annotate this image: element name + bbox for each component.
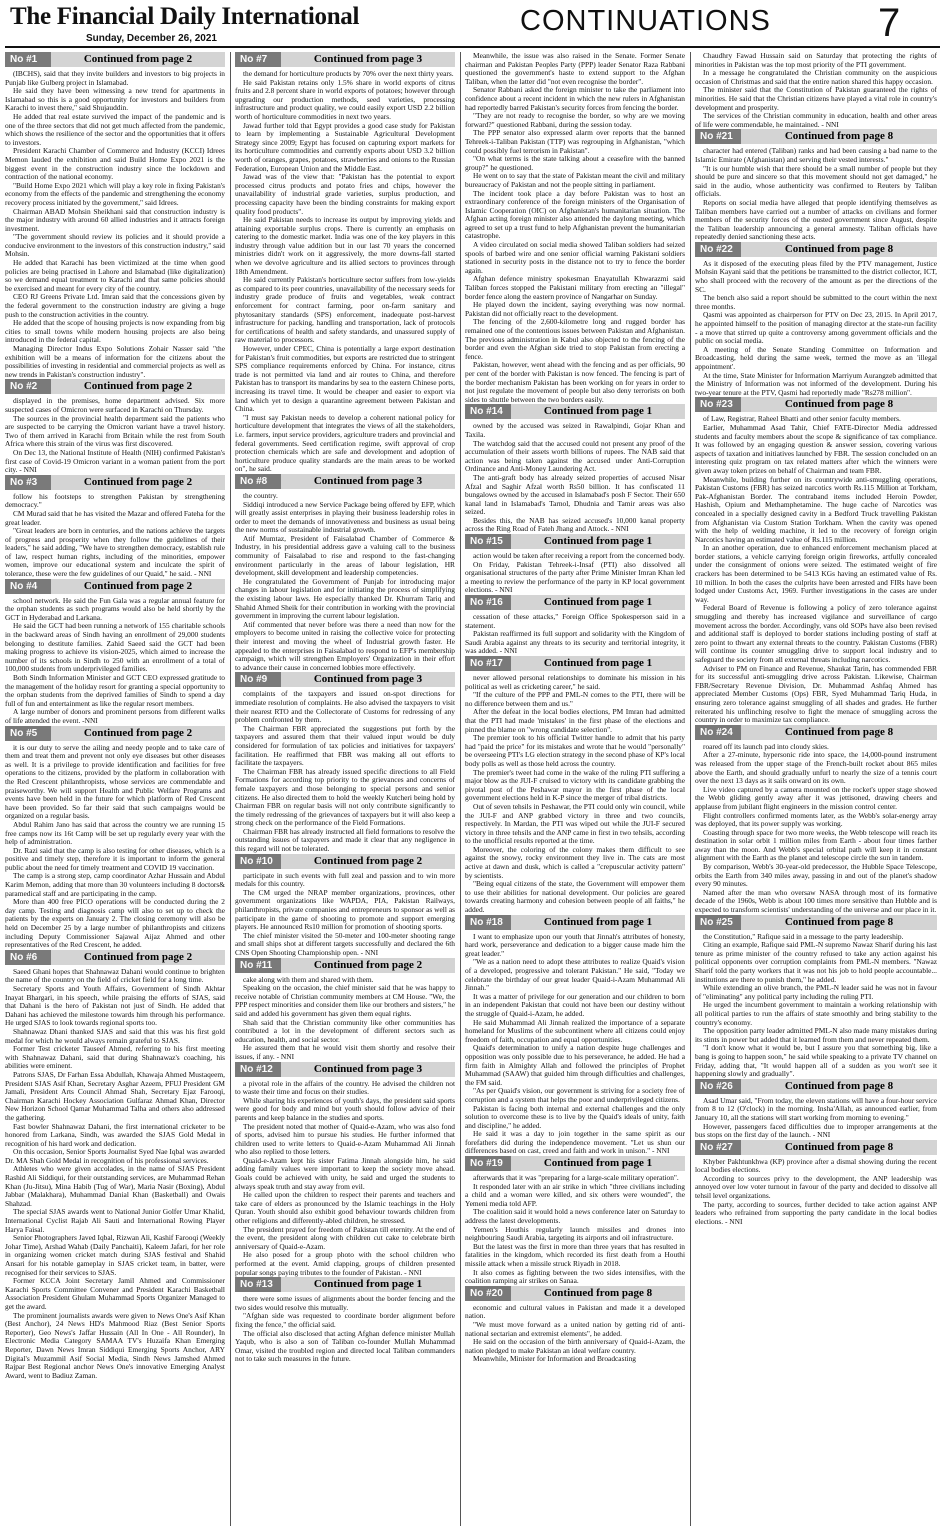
continuation-block: [5, 726, 225, 950]
article-paragraph: The watchdog said that the accused could not present any proof of the accumulation of their assets worth billions of rupees. The NAB said that action was being taken against the accused under Anti-Corruption Ordinance and Anti-Money Laundering Act.: [465, 438, 685, 474]
column-4: [695, 52, 937, 1526]
article-paragraph: He said the GCT had been running a network of 155 charitable schools in the backward areas of Sindh having an enrollment of 29,000 students belonging to destitute families. Zahid Saeed said the GCT had been making progress to achieve its vision-2025, which aimed to increase the number of its schools in Sindh to 250 with an enrollment of a total of 100,000 students from underprivileged families.: [5, 621, 225, 674]
article-paragraph: He said they have been witnessing a new trend for apartments in Islamabad so this is a good opportunity for investors and builders from Karachi to invest there," said Shujauddin.: [5, 86, 225, 113]
article-paragraph: President Karachi Chamber of Commerce and Industry (KCCI) Idrees Memon lauded the exhibition and said Build Home Expo 2021 is the biggest event in the construction industry since the lockdown and contraction of the national economy.: [5, 146, 225, 182]
continuation-header: [465, 656, 685, 671]
column-divider: [230, 52, 231, 1526]
column-divider: [460, 52, 461, 1526]
continuation-label: Continued from page 1: [511, 595, 685, 610]
article-paragraph: "Afghan side was requested to coordinate border alignment before fixing the fence," the official said.: [235, 1311, 455, 1329]
continuation-number: No #5: [5, 726, 51, 741]
article-paragraph: The official also disclosed that acting Afghan defence minister Mullah Yaqub, who is also a son of Taliban co-founder Mullah Muhammad Omar, visited the troubled region and directed local Taliban commanders not to take such measures in the future.: [235, 1328, 455, 1364]
article-paragraph: CEO RJ Greens Private Ltd. Imran said that the concessions given by the federal government to the construction industry are giving a huge push to the construction activities in the country.: [5, 292, 225, 319]
continuation-block: [465, 656, 685, 915]
article-paragraph: On this occasion, Senior Sports Journalist Syed Nae Iqbal was awarded Dr. MA Shah Gold Medal in recognition of his professional services.: [5, 1147, 225, 1165]
article-paragraph: The bench also said a report should be submitted to the court within the next three months.: [695, 293, 937, 311]
article-paragraph: The chief minister visited the 50-meter and 100-meter shooting range and small ships shot at different targets successfully and declared the 6th CNS Open Shooting Championship open. - NNI: [235, 930, 455, 957]
continuation-number: No #12: [235, 1062, 281, 1077]
continuation-number: No #8: [235, 474, 281, 489]
article-paragraph: Reports on social media have alleged that people identifying themselves as Taliban members have carried out a number of attacks on civilians and former members of the security forces of the ousted government since August, despite the Taliban leadership announcing a general amnesty. Taliban officials have repeatedly denied sanctioning these acts.: [695, 197, 937, 242]
article-paragraph: The PPP senator also expressed alarm over reports that the banned Tehreek-i-Taliban Pakistan (TTP) was regrouping in Afghanistan, "which could possibly fuel terrorism in Pakistan".: [465, 128, 685, 155]
article-paragraph: "I don't know what it would be, but I assure you that something big, like a bang is going to happen soon," he said while speaking to a private TV channel on Friday, adding that, "It would happen all of a sudden as you won't see it happening slowly and gradually".: [695, 1043, 937, 1079]
continuation-number: No #7: [235, 52, 281, 67]
continuation-label: Continued from page 2: [51, 579, 225, 594]
continuation-block: [465, 595, 685, 656]
continuation-block: [465, 1286, 685, 1364]
continuation-header: [465, 404, 685, 419]
article-paragraph: He also posed for a group photo with the school children who performed at the event. Amid clapping, groups of children presented popular songs paying tributes to the founder of Pakistan. - NNI: [235, 1250, 455, 1277]
article-paragraph: Meanwhile, building further on its countrywide anti-smuggling operations, Pakistan Customs (FBR) has seized narcotics worth Rs.115 Million at Torkham, Pak-Afghanistan Border. The contraband items included Heroin Powder, Hashish, Opium and Methamphetamine. The huge cache of Narcotics was concealed in a specially designed cavity in a Bedford Truck travelling Pakistan from Afghanistan via Custom Station Torkham. When the cavity was opened with the help of welding machine, it led to the recovery of foreign origin Narcotics having an estimated value of Rs.115 million.: [695, 474, 937, 544]
continuation-block: [695, 242, 937, 398]
continuation-label: Continued from page 1: [511, 534, 685, 549]
continuation-header: [695, 915, 937, 930]
column-divider: [690, 52, 691, 1526]
continuation-block: [465, 404, 685, 534]
continuation-label: Continued from page 1: [511, 404, 685, 419]
article-paragraph: Out of seven tehsils in Peshawar, the PTI could only win council, while the JUI-F and ANP grabbed victory in three and two councils, respectively. In Mardan, the PTI was wiped out while the JUI-F secured victory in three tehsils and the ANP came in first in two tehsils, according to the unofficial results reported at the time.: [465, 801, 685, 846]
continuation-label: Continued from page 8: [511, 1286, 685, 1301]
continuation-block: [5, 475, 225, 579]
article-paragraph: the Constitution," Rafique said in a message to the party leadership.: [703, 931, 904, 941]
article-paragraph: Quaid's determination to unify a nation despite huge challenges and opposition was only possible due to his perseverance, he added. He had a firm faith in Almighty Allah and followed the principles of Prophet Muhammad (SAAW) that guided him through difficulties and challenges, the FM said.: [465, 1043, 685, 1087]
continuation-number: No #27: [695, 1140, 741, 1155]
continuation-block: [465, 1156, 685, 1286]
article-paragraph: At the time, State Minister for Information Marriyum Aurangzeb admitted that the Ministry of Information was not informed of the development. During his two-year tenure at the PTV, Qasmi had reportedly made "Rs278 million".: [695, 370, 937, 397]
continuation-header: [235, 672, 455, 687]
continuation-header: [235, 1277, 455, 1292]
continuation-number: No #25: [695, 915, 741, 930]
article-paragraph: Managing Director Indus Expo Solutions Zohair Nasser said "the exhibition will be a means of information for the citizens about the possibilities of investing in residential and commercial projects as well as new trends in Pakistan's construction industry".: [5, 344, 225, 379]
continuation-number: No #4: [5, 579, 51, 594]
continuation-label: Continued from page 8: [741, 397, 937, 412]
article-paragraph: owned by the accused was seized in Rawalpindi, Gojar Khan and Taxila.: [465, 421, 685, 439]
article-paragraph: A meeting of the Senate Standing Committee on Information and Broadcasting, held during the same week, termed the move as an 'illegal appointment'.: [695, 344, 937, 371]
continuation-label: Continued from page 3: [281, 52, 455, 67]
continuation-block: [235, 52, 455, 474]
article-paragraph: economic and cultural values in Pakistan and made it a developed nation.: [465, 1302, 685, 1321]
continuation-block: [235, 474, 455, 672]
article-paragraph: The opposition party leader admitted PML-N also made many mistakes during its stints in power but added that it learned from them and never repeated them.: [695, 1026, 937, 1044]
continuation-block: [465, 52, 685, 404]
continuation-header: [5, 579, 225, 594]
article-paragraph: school network. He said the Fun Gala was a regular annual feature for the orphan students as such programs would also be held shortly by the GCT in Hyderabad and Larkana.: [5, 595, 225, 622]
continuation-block: [5, 52, 225, 379]
masthead: [0, 0, 945, 48]
page-number: 7: [878, 1, 901, 45]
article-paragraph: the country.: [243, 490, 278, 500]
article-paragraph: Chairman FBR has already instructed all field formations to resolve the outstanding issues of taxpayers and made it clear that any negligence in this regard will not be tolerated.: [235, 826, 455, 854]
continuation-block: [235, 958, 455, 1062]
continuation-block: [465, 534, 685, 595]
article-paragraph: "Build Home Expo 2021 which will play a key role in fixing Pakistan's economy from the effects of the pandemic and strengthening the economy recovery process initiated by the government," said Idrees.: [5, 180, 225, 207]
article-paragraph: Senator Rabbani asked the foreign minister to take the parliament into confidence about a recent incident in which the new rulers in Afghanistan had reportedly barred Pakistan's security forces from fencing the border.: [465, 85, 685, 112]
continuation-label: Continued from page 8: [741, 129, 937, 144]
continuation-label: Continued from page 1: [511, 915, 685, 930]
article-paragraph: Jawad was of the view that: "Pakistan has the potential to export processed citrus products and potato fries and chips, however the unavailability of industrial grade varieties, surplus production, and processing capacity have been the binding constraints for making export quality food products".: [235, 172, 455, 216]
article-paragraph: He said on the occasion of the birth anniversary of Quaid-i-Azam, the nation pledged to make Pakistan an ideal welfare country.: [465, 1337, 685, 1355]
continuation-block: [695, 915, 937, 1079]
article-paragraph: On Friday, Pakistan Tehreek-i-Insaf (PTI) also dissolved all organisational structures of the party after Prime Minister Imran Khan led a meeting to review the performance of the party in KP local government elections. - NNI: [465, 559, 685, 595]
continuation-header: [235, 854, 455, 869]
continuation-header: [235, 52, 455, 67]
article-paragraph: The party, according to sources, further decided to take action against ANP leaders who refrained from supporting the party candidate in the local bodies elections. - NNI: [695, 1199, 937, 1226]
article-paragraph: follow his footsteps to strengthen Pakistan by strengthening democracy.": [5, 491, 225, 510]
article-paragraph: it is our duty to serve the ailing and needy people and to take care of them and treat them and prevent not only eye diseases but other diseases as well. It is a privilege to provide identification and facilities for free operations to the citizens, provided by the platform in collaboration with the Red Crescent philanthropists, whose services are commendable and praiseworthy. We will support Health and Public Welfare Programs and events have been held in the future for which platform of Red Crescent have been provided. So far their said that such campaigns would be organized on a regular basis.: [5, 742, 225, 821]
article-paragraph: He said Muhammad Ali Jinnah realized the importance of a separate homeland for Muslims of the subcontinent where all citizens could enjoy freedom of faith, occupation and equal opportunities.: [465, 1017, 685, 1044]
article-paragraph: While sharing his experiences of youth's days, the president said sports were good for body and mind but youth should follow advice of their parents and keep balance in the studies and sports.: [235, 1095, 455, 1122]
article-paragraph: Federal Board of Revenue is following a policy of zero tolerance against smuggling and thereby has increased vigilance and surveillance of cargo movement across the border. Accordingly, vans old SOPs have also been revised and additional staff is deployed to border stations including posting of staff at zero point to thwart any external threats to the country. Pakistan Customs (FBR) will continue its counter smuggling drive to support local industry and to safeguard the society from all external threats including narcotics.: [695, 603, 937, 664]
continuation-number: No #2: [5, 379, 51, 394]
article-paragraph: The prominent journalists awards were given to News One's Asif Khan (Best Anchor), 24 News HD's Mahmood Riaz (Best Senior Sports Reporter), Geo News's Jaffar Hussain (All In One - All Rounder), In Electronic Media Category SAMAA TV's Huzaifa Khan Emerging Reporter, Dawn News Imran Siddiqui Emerging Sports Anchor, ARY Digital's Muzammil Asif Social Media, Sindh News Jamshed Ahmed Rajpar Best Regional anchor News One's innovative Emerging Analyst Award, went to Badiuz Zaman.: [5, 1310, 225, 1380]
continuation-number: No #17: [465, 656, 511, 671]
article-paragraph: The incident took place a day before Pakistan was to host an extraordinary conference of the foreign ministers of the Organisation of Islamic Cooperation (OIC) on Afghanistan's humanitarian situation. The Afghan acting foreign minister also attended the daylong meeting, which agreed to set up a trust fund to help Afghanistan prevent the humanitarian catastrophe.: [465, 188, 685, 241]
continuation-label: Continued from page 8: [741, 1079, 937, 1094]
article-paragraph: Yemen's Houthis regularly launch missiles and drones into neighbouring Saudi Arabia, targeting its airports and oil infrastructure.: [465, 1224, 685, 1243]
article-paragraph: "Being equal citizens of the state, the Government will empower them to use their abilities for national development. Our policies are geared towards creating harmony and cohesion between people of all faiths," he added.: [465, 879, 685, 915]
continuation-header: [5, 950, 225, 965]
continuation-number: No #14: [465, 404, 511, 419]
article-paragraph: Besides this, the NAB has seized accused's 10,000 kanal property across the Ring Road of Fateh Jhang and Attock. - NNI: [465, 515, 685, 534]
article-paragraph: displayed in the premises, home department advised. Six more suspected cases of Omicron were surfaced in Karachi on Thursday.: [5, 396, 225, 414]
article-paragraph: Jawad further told that Egypt provides a good case study for Pakistan to learn by implementing a Sustainable Agricultural Development Strategy since 2009; Egypt has focused on capturing export markets for its horticulture commodities and currently exports about USD 3.2 billion worth of oranges, grapes, potatoes, strawberries and onions to the Russian Federation, European Union and the Middle East.: [235, 120, 455, 173]
continuation-block: [695, 52, 937, 129]
continuation-label: Continued from page 1: [281, 1277, 455, 1292]
article-paragraph: It was a matter of privilege for our generation and our children to born in an independent Pakistan that could not have been our destiny without the struggle of Quaid-i-Azam, he added.: [465, 991, 685, 1018]
article-paragraph: the demand for horticulture products by 70% over the next thirty years.: [243, 69, 454, 78]
article-paragraph: Atif commented that never before was there a need than now for the employers to become united in raising the collective voice for protecting their interest and moving the wheel of Industrial growth faster. He appealed to the enterprises in Faisalabad to respond to EFP's membership campaign, which will strengthen Employers' Organization in their effort to advance their cause in concerned lobbies more effectively.: [235, 619, 455, 672]
continuation-block: [5, 579, 225, 726]
article-paragraph: After the defeat in the local bodies elections, PM Imran had admitted that the PTI had made 'mistakes' in the first phase of the elections and pinned the blame on "wrong candidate selection".: [465, 707, 685, 734]
article-paragraph: The services of the Christian community in education, health and other areas of life were commendable, he maintained. - NNI: [695, 111, 937, 129]
article-paragraph: Patrons SJAS, Dr Farhan Essa Abdullah, Khawaja Ahmed Mustaqeem, President SJAS Asif Khan, Secretary Asghar Azeem, PFUJ President GM Jamali, President Arts Council Ahmad Shah, Secretary Ejaz Farooqi, Chairman Karachi Hockey Association Gulfaraz Ahmad Khan, Director New Horizon School Qamar Muhammad Talha and others also addressed the gathering.: [5, 1069, 225, 1122]
continuation-header: [695, 1079, 937, 1094]
column-2: [235, 52, 455, 1526]
article-paragraph: Earlier, Muhammad Asad Tahir, Chief FATE-Director Media addressed students and faculty members about the scope & significance of tax compliance. It was followed by an engaging question & answer session, covering various aspects of taxation and initiatives launched by FBR. The session concluded on an interesting quiz program on tax related matters after which the winners were given away token prizes on behalf of Chairman and team FBR.: [695, 422, 937, 475]
continuation-block: [695, 1079, 937, 1140]
article-paragraph: The Chairman FBR appreciated the suggestions put forth by the taxpayers and assured them that their valued input would be duly considered for formulation of tax policies and initiatives for taxpayers' facilitation. He reaffirmed that FBR was making all out efforts to facilitate the taxpayers.: [235, 723, 455, 768]
article-paragraph: The coalition said it would hold a news conference later on Saturday to address the latest developments.: [465, 1207, 685, 1226]
continuation-block: [695, 397, 937, 724]
article-paragraph: A large number of donors and prominent persons from different walks of life attended the event. -NNI: [5, 707, 225, 725]
article-paragraph: Former KCCA Joint Secretary Jamil Ahmed and Commissioner Karachi Sports Committee Convener and President Karachi Basketball Association President Ghulam Muhammad Sports Organizer Managed to get the award.: [5, 1276, 225, 1311]
article-paragraph: Chaudhry Fawad Hussain said on Saturday that protecting the rights of minorities in Pakistan was the top most priority of the PTI government.: [695, 52, 937, 69]
article-paragraph: Secretary Sports and Youth Affairs, Government of Sindh Akhtar Inayat Bhargari, in his speech, while praising the efforts of SJAS, said that Dahani is the hero of Pakistan not just of Sindh. He added that Dahani has achieved the milestone towards him through his performance. He urged SJAS to look towards regional sports too.: [5, 984, 225, 1028]
continuation-label: Continued from page 8: [741, 242, 937, 257]
article-paragraph: Former Test cricketer Tauseef Ahmed, referring to his first meeting with Shahnawaz Dahani, said that during Shahnawaz's coaching, his abilities were eminent.: [5, 1044, 225, 1071]
article-paragraph: afterwards that it was "preparing for a large-scale military operation".: [473, 1173, 679, 1183]
article-paragraph: Senior Photographers Javed Iqbal, Rizwan Ali, Kashif Farooqi (Weekly Johar Time), Arshad Wahab (Daily Panchaiti), Kaleem Jafari, for her role in organizing women cricket match during SJAS festival and Shahid Ansari for his notable gameplay in SJAS cricket team, in batter, were recognised for their services to SJAS.: [5, 1233, 225, 1277]
article-paragraph: Adviser to PM on Finance and Revenue, Shaukat Tarin, has commended FBR for its successful anti-smuggling drive across Pakistan. Likewise, Chairman FBR/Secretary Revenue Division, Dr. Muhammad Ashfaq Ahmed has appreciated Member Customs (Ops) FBR, Syed Muhammad Tariq Huda, in ensuring zero tolerance against smuggling of all shades and grades. He further reiterated his unflinching resolve to fight the menace of smuggling across the country in order to maximize tax compliance.: [695, 663, 937, 725]
article-paragraph: He congratulated the Government of Punjab for introducing major changes in labour legislation and for initiating the process of simplifying the existing labour laws. He especially thanked Dr. Khurram Tariq and Shahid Ahmed Sheik for their contribution in working with the provincial government in improving the current labour legislation.: [235, 576, 455, 621]
article-paragraph: "Great leaders are born in centuries, and the nations achieve the targets of progress and prosperity when they follow the guidelines of their leaders," he said adding, "We have to strengthen democracy, establish rule of law, respect human rights, including of the minorities, empower women, improve our educational system and inculcate the spirit of tolerance, these were the few guidelines of our Quaid," he said. - NNI: [5, 526, 225, 579]
article-paragraph: "We must move forward as a united nation by getting rid of anti-national sectarian and extremist elements", he added.: [465, 1319, 685, 1338]
continuation-label: Continued from page 2: [51, 52, 225, 67]
article-paragraph: Pakistan, however, went ahead with the fencing and as per officials, 90 per cent of the border with Pakistan is now fenced. The fencing is part of the border mechanism Pakistan has been working on for years in order to not just regulate the movement of people but also deny terrorists on both sides to shuttle between the two borders easily.: [465, 360, 685, 404]
article-paragraph: He urged the incumbent government to maintain a working relationship with all political parties to run the affairs of state smoothly and bring stability to the country's economy.: [695, 1000, 937, 1027]
article-paragraph: Atif Mumtaz, President of Faisalabad Chamber of Commerce & Industry, in his presidential address gave a valuing call to the business community of Faisalabad to rise and respond to the fast-changing environment particularly in the areas of labour legislation, HR development, skill development and leadership competencies.: [235, 533, 455, 578]
article-paragraph: "It is our humble wish that there should be a small number of people but they should be pure and sincere so that this movement should not get damaged," he said in the audio, whose authenticity was confirmed to Reuters by Taliban officials.: [695, 163, 937, 199]
article-paragraph: The premier's tweet had come in the wake of the ruling PTI suffering a major blow as the JUI-F cruised to victory with its candidate grabbing the pivotal post of the Peshawar mayor in the first phase of the local government elections held in K-P since the merger of tribal districts.: [465, 767, 685, 803]
continuation-label: Continued from page 2: [51, 950, 225, 965]
continuation-number: No #10: [235, 854, 281, 869]
continuation-block: [465, 915, 685, 1156]
continuation-header: [695, 725, 937, 740]
continuation-label: Continued from page 3: [281, 672, 455, 687]
continuation-label: Continued from page 8: [741, 725, 937, 740]
article-paragraph: He called upon the children to respect their parents and teachers and take care of elders as pronounced by the Islamic teachings in the Holy Quran. Youth should also exhibit good behaviour towards children from other religions and differently-abled children, he stressed.: [235, 1190, 455, 1226]
continuation-label: Continued from page 1: [511, 1156, 685, 1171]
continuation-label: Continued from page 3: [281, 1062, 455, 1077]
continuation-header: [695, 1140, 937, 1155]
continuation-block: [235, 1062, 455, 1278]
article-paragraph: Pakistan is facing both internal and external challenges and the only solution to overcome these is to live by the Quaid's ideals of unity, faith and discipline," he added.: [465, 1103, 685, 1130]
article-paragraph: Chairman ABAD Mohsin Sheikhani said that construction industry is the major industry with around 60 allied industries and it attracts foreign investment.: [5, 206, 225, 233]
article-paragraph: Meanwhile, Minister for Information and Broadcasting: [473, 1354, 636, 1364]
article-paragraph: But the latest was the first in more than three years that has resulted in fatalities in the kingdom, which recorded its first death from a Houthi missile attack when a missile struck Riyadh in 2018.: [465, 1241, 685, 1268]
article-paragraph: Khyber Pakhtunkhwa (KP) province after a dismal showing during the recent local bodies elections.: [695, 1156, 937, 1175]
article-paragraph: However, under CPEC, China is potentially a large export destination for Pakistan's fruit commodities, but exports are restricted due to stringent SPS compliance requirements enforced by China. For instance, citrus trade is not permitted via land and air routes to China, and therefore Pakistan has to transport its mandarins by sea to the eastern Chinese ports, increasing its travel time. It would be cheaper and easier to export via land which yet to design a quarantine agreement between Pakistan and China.: [235, 344, 455, 414]
article-paragraph: The Chairman FBR has already issued specific directions to all Field Formations for according top priority to the grievances and concerns of female taxpayers and those belonging to special persons and senior citizens. He also directed them to hold the weekly Kutcheri being hold by Chairman FBR on regular basis will not only contribute significantly to the timely redressing of the grievances of taxpayers but it will also keep a strong check on the performance of the Field Formations.: [235, 766, 455, 828]
continuation-header: [695, 397, 937, 412]
article-paragraph: The special SJAS awards went to National Junior Golfer Umar Khalid, International Cyclist Rajab Ali Sauti and International Rowing Player Harya Faisal.: [5, 1207, 225, 1234]
continuation-number: No #26: [695, 1079, 741, 1094]
continuation-header: [695, 129, 937, 144]
continuation-block: [695, 1140, 937, 1227]
section-title: CONTINUATIONS: [520, 5, 771, 37]
article-paragraph: The anti-graft body has already seized properties of accused Nisar Afzal and Saghir Afzal worth Rs50 billion. It has confiscated 11 bungalows owned by the accused in Islamabad's posh F Sector. Their 650 kanal land in Islamabad's Tarnol, Dhudnia and Tamir areas was also seized.: [465, 472, 685, 517]
continuation-number: No #19: [465, 1156, 511, 1171]
continuation-header: [465, 1286, 685, 1301]
article-paragraph: a pivotal role in the affairs of the country. He advised the children not to waste their time and focus on their studies.: [235, 1078, 455, 1097]
article-paragraph: roared off its launch pad into cloudy skies.: [703, 741, 829, 751]
masthead-rule: [5, 46, 940, 48]
article-paragraph: He played down the incident, saying everything was now normal. Pakistan did not officially react to the development.: [465, 300, 685, 318]
article-paragraph: In an another operation, due to enhanced enforcement mechanism placed at border stations, a vehicle carrying foreign origin fireworks, artfully concealed under the consignment of onions were seized. The estimated weight of fire crackers has been determined to be 5413 KGs having an estimated value of Rs. 10 million. In both the cases the culprits have been arrested and FIRs have been lodged under Customs Act, 1969. Further investigations in the cases are under way.: [695, 543, 937, 604]
article-paragraph: It also comes as fighting between the two sides intensifies, with the coalition ramping air strikes on Sanaa.: [465, 1267, 685, 1286]
article-paragraph: Flight controllers confirmed moments later, as the Webb's solar-energy array was deployed, that its power supply was working.: [695, 810, 937, 829]
article-paragraph: Pakistan reaffirmed its full support and solidarity with the Kingdom of Saudi Arabia against any threats to its security and territorial integrity, it was added. - NNI: [465, 629, 685, 656]
continuation-number: No #13: [235, 1277, 281, 1292]
article-paragraph: Saeed Ghani hopes that Shahnawaz Dahani would continue to brighten the name of the country on the field of cricket field for a long time.: [5, 966, 225, 985]
continuation-number: No #24: [695, 725, 741, 740]
column-3: [465, 52, 685, 1526]
continuation-number: No #22: [695, 242, 741, 257]
article-paragraph: participate in such events with full zeal and passion and to win more medals for this country.: [235, 870, 455, 889]
article-paragraph: While extending an olive branch, the PML-N leader said he was not in favour of "eliminating" any political party including the ruling PTI.: [695, 983, 937, 1001]
article-paragraph: A video circulated on social media showed Taliban soldiers had seized spools of barbed wire and one senior official warning Pakistani soldiers stationed in security posts in the distance not to try to fence the border again.: [465, 240, 685, 275]
article-paragraph: He said it was a day to join together in the same spirit as our forefathers did during the independence movement. "Let us shun our differences based on cast, creed and faith and work in unison." - NNI: [465, 1129, 685, 1156]
article-paragraph: "On what terms is the state talking about a ceasefire with the banned group?" he questioned.: [465, 154, 685, 172]
article-paragraph: Meanwhile, the issue was also raised in the Senate. Former Senate chairman and Pakistan Peoples Party (PPP) leader Senator Raza Rabbani questioned the government's haste to extend support to the Afghan Taliban, when the latter did "not even recognise the border".: [465, 52, 685, 86]
article-paragraph: cake along with them and shared with them.: [243, 974, 374, 984]
issue-date: Sunday, December 26, 2021: [86, 33, 217, 44]
article-paragraph: Fast bowler Shahnawaz Dahani, the first international cricketer to be honored from Larkana, Sindh, was awarded the SJAS Gold Medal in recognition of his hard work and dedication.: [5, 1121, 225, 1148]
article-paragraph: Dr. Razi said that the camp is also testing for other diseases, which is a positive and timely step, therefore it is important to inform the general public about the need for timely treatment and COVID 19 vaccination.: [5, 845, 225, 872]
article-paragraph: "They are not ready to recognise the border, so why are we moving forward?" questioned Rabbani, during the session today.: [465, 111, 685, 129]
article-paragraph: Abdul Rahim Jano has said that across the country we are running 15 free camps now its 16t Camp will be set up regularly every year with the help of administration.: [5, 819, 225, 847]
continuation-header: [5, 52, 225, 67]
continuation-block: [235, 672, 455, 853]
continuation-number: No #1: [5, 52, 51, 67]
article-paragraph: Athletes who were given accolades, in the name of SJAS President Rashid Ali Siddiqui, for their outstanding services, are Muhammad Rehan Khan (Ju-Jitsu), Mina Habib (Tug of War), Maria Nasir (Boxing), Abdul Jabbar (Malakhara), Muhammad Danial Khan (Basketball) and Owais Shahzad.: [5, 1164, 225, 1208]
article-paragraph: The premier took to his official Twitter handle to admit that his party had "paid the price" for its mistakes and wrote that he would "personally" be overseeing PTI's LG election strategy in the second phase of KP's local body polls as well as those held across the country.: [465, 733, 685, 768]
article-paragraph: The camp is a strong step, camp coordinator Azhar Hussain and Abdul Karim Memon, adding that more than 30 volunteers including 8 doctors& paramedical staff and are participating in the camp.: [5, 871, 225, 898]
continuation-label: Continued from page 8: [741, 1140, 937, 1155]
article-paragraph: "As per Quaid's vision, our government is striving for a society free of corruption and a system that helps the poor and underprivileged citizens.: [465, 1086, 685, 1104]
continuation-number: No #21: [695, 129, 741, 144]
continuation-label: Continued from page 1: [511, 656, 685, 671]
article-paragraph: The president noted that mother of Quaid-e-Azam, who was also fond of sports, advised him to pursue his studies. He further informed that children used to write letters to Quaid-e-Azam Muhammad Ali Jinnah who also replied to those letters.: [235, 1121, 455, 1157]
article-paragraph: However, passengers faced difficulties due to improper arrangements at the bus stops on the first day of the launch. - NNI: [695, 1121, 937, 1140]
article-paragraph: never allowed personal relationships to dominate his mission in his political as well as cricketing career," he said.: [465, 673, 685, 691]
article-paragraph: "The government should review its policies and it should provide a conducive environment to the investors of this construction industry," said Mohsin.: [5, 232, 225, 259]
article-paragraph: He said Pakistan retains only 1.5% share in world exports of citrus fruits and 2.8 percent share in world exports of potatoes; however through upgrading our production methods, seed varieties, processing infrastructure and product quality, we could easily export USD 2.2 billion worth of horticulture commodities in next two years.: [235, 77, 455, 121]
article-paragraph: CM Murad said that he has visited the Mazar and offered Fateha for the great leader.: [5, 508, 225, 527]
continuation-number: No #6: [5, 950, 51, 965]
continuation-header: [465, 595, 685, 610]
continuation-number: No #20: [465, 1286, 511, 1301]
continuation-block: [235, 1277, 455, 1364]
continuation-label: Continued from page 2: [51, 726, 225, 741]
continuation-label: Continued from page 2: [51, 475, 225, 490]
continuation-number: No #15: [465, 534, 511, 549]
article-paragraph: The minister said that the Constitution of Pakistan guaranteed the rights of minorities. He said that the Christian citizens have played a vital role in country's development and prosperity.: [695, 85, 937, 112]
continuation-number: No #3: [5, 475, 51, 490]
article-paragraph: Quaid-e-Azam kept his sister Fatima Jinnah alongside him, he said adding family values were important to keep the society move ahead. Goals could be achieved with unity, he said and urged the students to always speak truth and stay away from evil.: [235, 1155, 455, 1191]
continuation-header: [235, 1062, 455, 1077]
continuation-header: [465, 534, 685, 549]
article-paragraph: The fencing of the 2,600-kilometre long and rugged border has remained one of the contentious issues between Pakistan and Afghanistan. The previous administration in Kabul also objected to the fencing of the border and even the Afghan side tried to stop Pakistan from erecting a fence.: [465, 317, 685, 361]
column-1: [5, 52, 225, 1526]
continuation-number: No #9: [235, 672, 281, 687]
continuation-block: [5, 379, 225, 474]
article-paragraph: He said Pakistan needs to increase its output by improving yields and attaining exportable surplus crops. There is currently an emphasis on catering to the domestic market. India was one of the key players in this industry through value addition but in our last 70 years the concerned ministries didn't work on it aggressively, the more downs-fall started when we devolve agriculture and its allied sectors to provinces through 18th Amendment.: [235, 215, 455, 276]
article-paragraph: character had entered (Taliban) ranks and had been causing a bad name to the Islamic Emirate (Afghanistan) and serving their vested interests.": [695, 146, 937, 164]
continuation-header: [465, 915, 685, 930]
article-paragraph: Afghan defence ministry spokesman Enayatullah Khwarazmi said Taliban forces stopped the Pakistani military from erecting an "illegal" border fence along the eastern province of Nangarhar on Sunday.: [465, 274, 685, 301]
article-paragraph: "I must say Pakistan needs to develop a coherent national policy for horticulture development that integrates the views of all the stakeholders, i.e. farmers, input service providers, agriculture traders and provincial and federal governments. Seed certification regime, swift approval of crop protection chemicals which are safe and development and adoption of horticulture produce quality standards are the main areas to be worked on", he said.: [235, 412, 455, 474]
article-paragraph: The sources in the provincial health department said the patients who are suspected to be carrying the Omicron variant have a travel history. Two of them arrived in Karachi from Britain while the rest from South Africa where this strain of the virus was first discovered.: [5, 413, 225, 449]
article-paragraph: He added that the scope of housing projects is now expanding from big cities to small towns while modern housing projects are also being introduced in the federal capital.: [5, 318, 225, 345]
article-paragraph: "We as a nation need to adopt these attributes to realize Quaid's vision of a developed, progressive and tolerant Pakistan." He said, "Today we celebrate the birthday of our great leader Quaid-i-Azam Muhammad Ali Jinnah.": [465, 957, 685, 993]
continuation-header: [695, 242, 937, 257]
article-paragraph: Asad Umar said, "From today, the eleven stations will have a four-hour service from 8 to 12 (O'clock) in the morning. Insha'Allah, as announced earlier, from January 10, all the stations will start working from morning to evening.": [695, 1095, 937, 1122]
article-paragraph: More than 400 free PICO operations will be conducted during the 2 day camp. Testing and diagnosis camp will also to set up to check the patients by the experts on January 2. The closing ceremony will also be held on December 25 by a large number of philanthropists and citizens including Deputy Commissioner Sajawal Aijaz Ahmed and other representatives of the Red Crescent, he added.: [5, 897, 225, 950]
continuation-label: Continued from page 3: [281, 474, 455, 489]
continuation-label: Continued from page 2: [281, 958, 455, 973]
continuation-header: [235, 958, 455, 973]
continuation-block: [5, 950, 225, 1381]
article-paragraph: According to sources privy to the development, the ANP leadership was annoyed over low voter turnout in favour of the party and decided to dissolve all tehsil level organizations.: [695, 1173, 937, 1201]
article-paragraph: The president prayed for freedom of Pakistan till eternity. At the end of the event, the president along with children cut cake to celebrate birth anniversary of Quaid-e-Azam.: [235, 1224, 455, 1251]
article-paragraph: Both Sindh Information Minister and GCT CEO expressed gratitude to the management of the holiday resort for granting a special opportunity to the orphan students from the deprived families of Sindh to spend a day full of fun and entertainment as like the regular resort members.: [5, 673, 225, 708]
article-paragraph: there were some issues of alignments about the border fencing and the two sides would resolve this mutually.: [235, 1294, 455, 1312]
article-paragraph: The CM urged the NRAP member organizations, provinces, other government organizations like WAPDA, PIA, Pakistan Railways, philanthropists, private companies and entrepreneurs to sponsor as well as participate in the game of shooting to promote and support emerging players. He announced Rs10 million for promotion of shooting sports.: [235, 887, 455, 932]
continuation-number: No #11: [235, 958, 281, 973]
continuation-label: Continued from page 2: [281, 854, 455, 869]
continuation-number: No #23: [695, 397, 741, 412]
continuation-number: No #16: [465, 595, 511, 610]
article-paragraph: Live video captured by a camera mounted on the rocket's upper stage showed the Webb gliding gently away after it was jettisoned, drawing cheers and applause from jubilant flight engineers in the mission control center.: [695, 784, 937, 811]
article-paragraph: I want to emphasize upon our youth that Jinnah's attributes of honesty, hard work, perseverance and dedication to a bigger cause made him the great leader.": [465, 931, 685, 958]
newspaper-title: The Financial Daily International: [10, 3, 360, 30]
article-paragraph: He assured them that he would visit them shortly and resolve their issues, if any. - NNI: [235, 1043, 455, 1061]
continuation-header: [5, 475, 225, 490]
continuation-number: No #18: [465, 915, 511, 930]
article-paragraph: Speaking on the occasion, the chief minister said that he was happy to receive notable of Christian community members at CM House. "We, the PPP respect minorities and consider them like our brothers and sisters," he said and added his government has given them equal rights.: [235, 983, 455, 1018]
article-paragraph: On Dec 13, the National Institute of Health (NIH) confirmed Pakistan's first case of Covid-19 Omicron variant in a woman patient from the port city. - NNI: [5, 447, 225, 475]
continuation-block: [695, 129, 937, 242]
continuation-block: [695, 725, 937, 915]
article-paragraph: He went on to say that the state of Pakistan meant the civil and military bureaucracy of Pakistan and not the people sitting in parliament.: [465, 171, 685, 189]
article-paragraph: In a message he congratulated the Christian community on the auspicious occasion of Christmas and said that the entire nation shared this happy occasion.: [695, 68, 937, 86]
article-paragraph: After a 27-minute, hypersonic ride into space, the 14,000-pound instrument was released from the upper stage of the French-built rocket about 865 miles above the Earth, and should gradually unfurl to nearly the size of a tennis court over the next 13 days as it sails onward on its own.: [695, 750, 937, 786]
article-paragraph: By comparison, Webb's 30-year-old predecessor, the Hubble Space Telescope, orbits the Earth from 340 miles away, passing in and out of the planet's shadow every 90 minutes.: [695, 862, 937, 889]
continuation-label: Continued from page 8: [741, 915, 937, 930]
article-paragraph: He said currently Pakistan's horticulture sector suffers from low-yields as compared to its peer countries, unavailability of the necessary seeds for industry grade produce of fruits and vegetables, weak contract enforcement for contract farming, poor on-farm sanitary and phytosanitary standards (SPS) enforcement, inadequate post-harvest infrastructure for packing, handling and transportation, lack of protocols for certifications of health and safety standards, and unassured supply of raw material to processors.: [235, 275, 455, 345]
article-paragraph: Qasmi was appointed as chairperson for PTV on Dec 23, 2015. In April 2017, he appointed himself to the position of managing director at the state-run facility - a move that stirred up quite a controversy among government officials and the public on social media.: [695, 310, 937, 346]
article-paragraph: Shah said that the Christian community like other communities has contributed a lot in the development of different sectors such as education, health, and social sector.: [235, 1017, 455, 1044]
article-paragraph: Named after the man who oversaw NASA through most of its formative decade of the 1960s, Webb is about 100 times more sensitive than Hubble and is expected to transform scientists' understanding of the universe and our place in it.: [695, 887, 937, 915]
article-paragraph: of Law, Registrar, Raheel Bhatti and other senior faculty members.: [703, 414, 901, 424]
article-paragraph: He added that Karachi has been victimized at the time when good policies are being practised in Lahore and Islamabad (like digitalization) so we demand equal treatment to Karachi and that same policies should be exercised and meant for every city of the country.: [5, 258, 225, 293]
article-paragraph: Siddiqi introduced a new Service Package being offered by EFP, which will greatly assist enterprises in playing their business leadership roles in order to meet the demands of innovativeness and business as usual being the new norms of sustainable industrial growth.: [235, 499, 455, 535]
article-paragraph: Coasting through space for two more weeks, the Webb telescope will reach its destination in solar orbit 1 million miles from Earth - about four times farther away than the moon. And Webb's special orbital path will keep it in constant alignment with the Earth as the planet and telescope circle the sun in tandem.: [695, 827, 937, 863]
article-paragraph: As it disposed of the executing pleas filed by the PTV management, Justice Mohsin Kayani said that the petitions be transmitted to the district collector, ICT, who shall proceed with the recovery of the amount as per the directions of the SC.: [695, 258, 937, 294]
article-paragraph: "If the culture of the PPP and PML-N comes to the PTI, there will be no difference between them and us.": [465, 690, 685, 708]
article-paragraph: complaints of the taxpayers and issued on-spot directions for immediate resolution of complaints. He also advised the taxpayers to visit their nearest RTO and the Collectorate of Customs for redressing of any problem confronted by them.: [235, 689, 455, 725]
article-paragraph: cessation of these attacks," Foreign Office Spokesperson said in a statement.: [465, 612, 685, 630]
article-paragraph: action would be taken after receiving a report from the concerned body.: [473, 551, 685, 561]
continuation-header: [5, 379, 225, 394]
continuation-block: [235, 854, 455, 958]
article-paragraph: Moreover, the coloring of the colony makes them difficult to see against the snowy, rocky environment they live in. The cats are most active at dawn and dusk, which is called a "crepuscular activity pattern" by scientists.: [465, 844, 685, 880]
article-paragraph: (IBCHS), said that they invite builders and investors to big projects in Punjab like Gulberg project in Islamabad.: [5, 69, 225, 87]
continuation-label: Continued from page 2: [51, 379, 225, 394]
article-paragraph: He added that real estate survived the impact of the pandemic and is one of the three sectors that did not get much affected from the pandemic, which shows the resilience of the sector and the opportunities that it offers to investors.: [5, 111, 225, 147]
article-paragraph: It responded later with an air strike in which "three civilians including a child and a woman were killed, and six others were wounded", the Yemeni media told AFP.: [465, 1181, 685, 1208]
continuation-header: [465, 1156, 685, 1171]
continuation-header: [235, 474, 455, 489]
article-paragraph: Shahnawaz Dhani thanked SJAS and said that this was his first gold medal for which he would always remain grateful to SJAS.: [5, 1026, 225, 1045]
article-paragraph: Citing an example, Rafique said PML-N supremo Nawaz Sharif during his last tenure as prime minister of the country refused to take any action against his political opponents over corruption complaints from PML-N members. "Nawaz Sharif told the party workers that it was not his job to hold people accountable... institutions are there to punish them," he added.: [695, 940, 937, 984]
continuation-header: [5, 726, 225, 741]
